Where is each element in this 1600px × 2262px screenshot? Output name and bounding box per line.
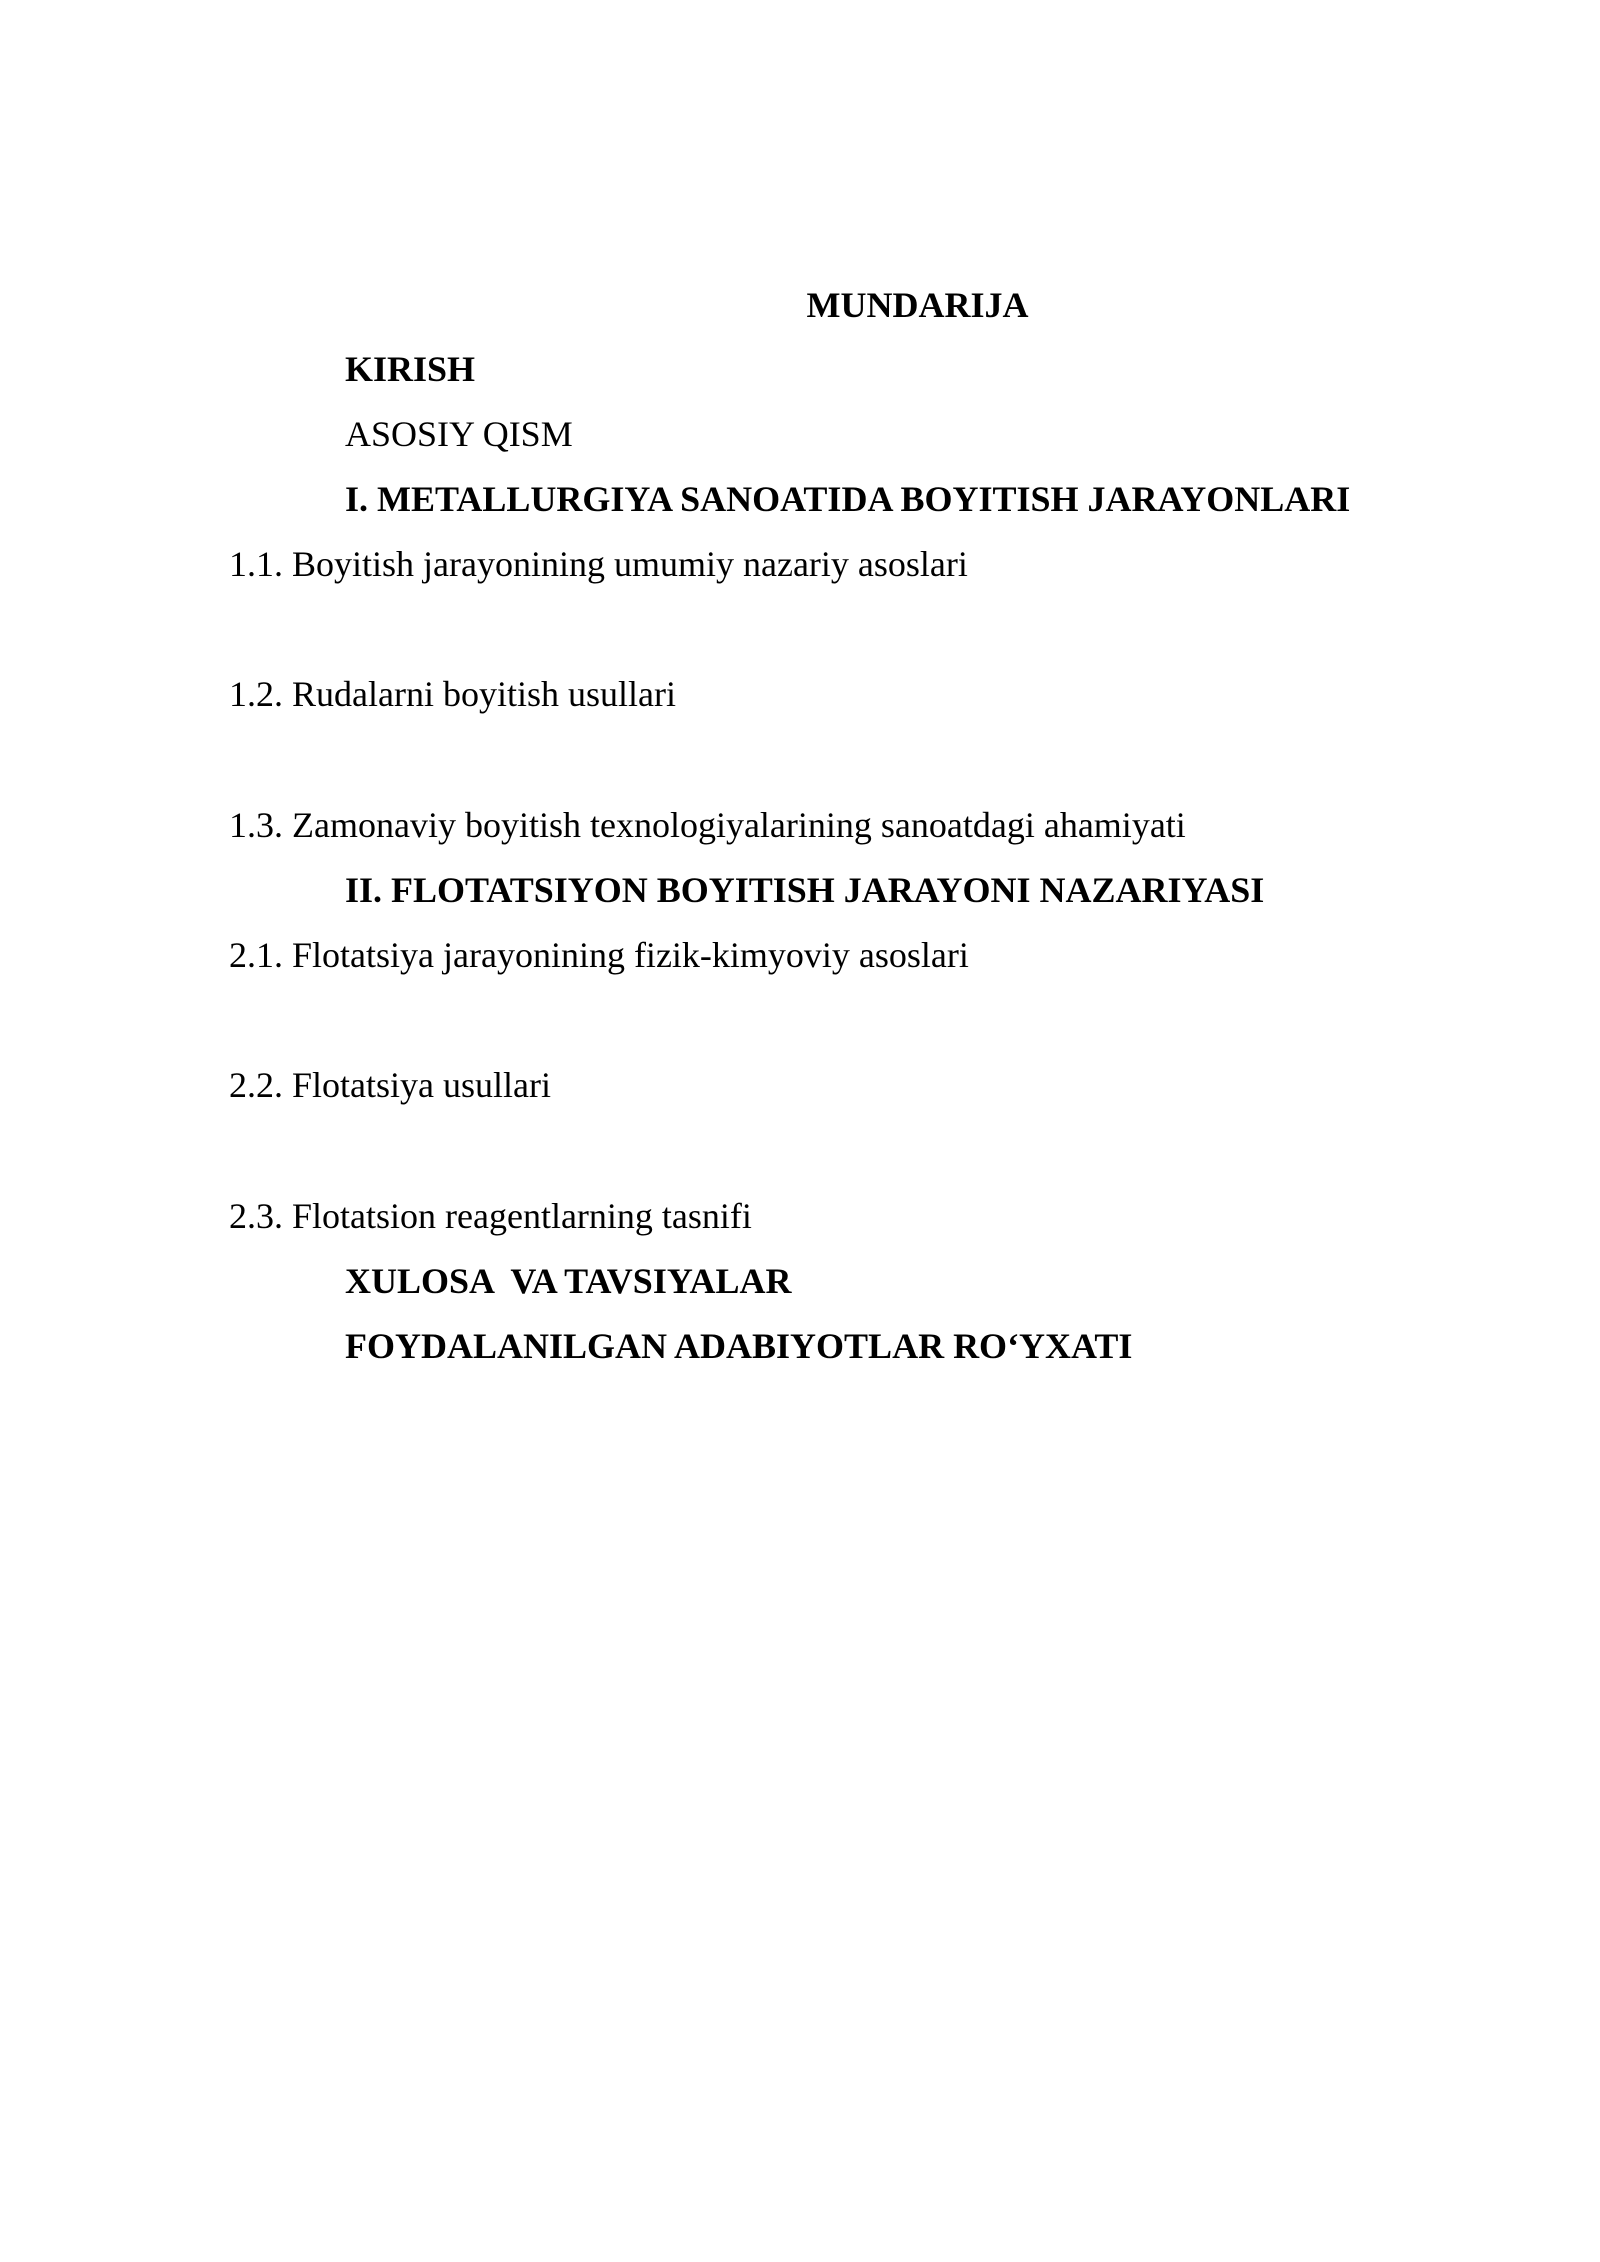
toc-title: MUNDARIJA — [806, 285, 1029, 325]
toc-entry-references: FOYDALANILGAN ADABIYOTLAR RO‘YXATI — [345, 1326, 1133, 1366]
toc-entry-section-2-1: 2.1. Flotatsiya jarayonining fizik-kimyoviy asoslari — [229, 935, 969, 975]
toc-entry-section-2-2: 2.2. Flotatsiya usullari — [229, 1065, 551, 1105]
toc-entry-section-1-1: 1.1. Boyitish jarayonining umumiy nazariy asoslari — [229, 544, 968, 584]
toc-entry-section-2-3: 2.3. Flotatsion reagentlarning tasnifi — [229, 1196, 752, 1236]
toc-entry-chapter-2: II. FLOTATSIYON BOYITISH JARAYONI NAZARIYASI — [345, 870, 1265, 910]
toc-entry-main-part: ASOSIY QISM — [345, 414, 573, 454]
toc-entry-section-1-3: 1.3. Zamonaviy boyitish texnologiyalarining sanoatdagi ahamiyati — [229, 805, 1186, 845]
toc-entry-chapter-1: I. METALLURGIYA SANOATIDA BOYITISH JARAYONLARI — [345, 479, 1351, 519]
toc-entry-section-1-2: 1.2. Rudalarni boyitish usullari — [229, 674, 676, 714]
toc-entry-conclusion: XULOSA VA TAVSIYALAR — [345, 1261, 792, 1301]
toc-entry-introduction: KIRISH — [345, 349, 476, 389]
